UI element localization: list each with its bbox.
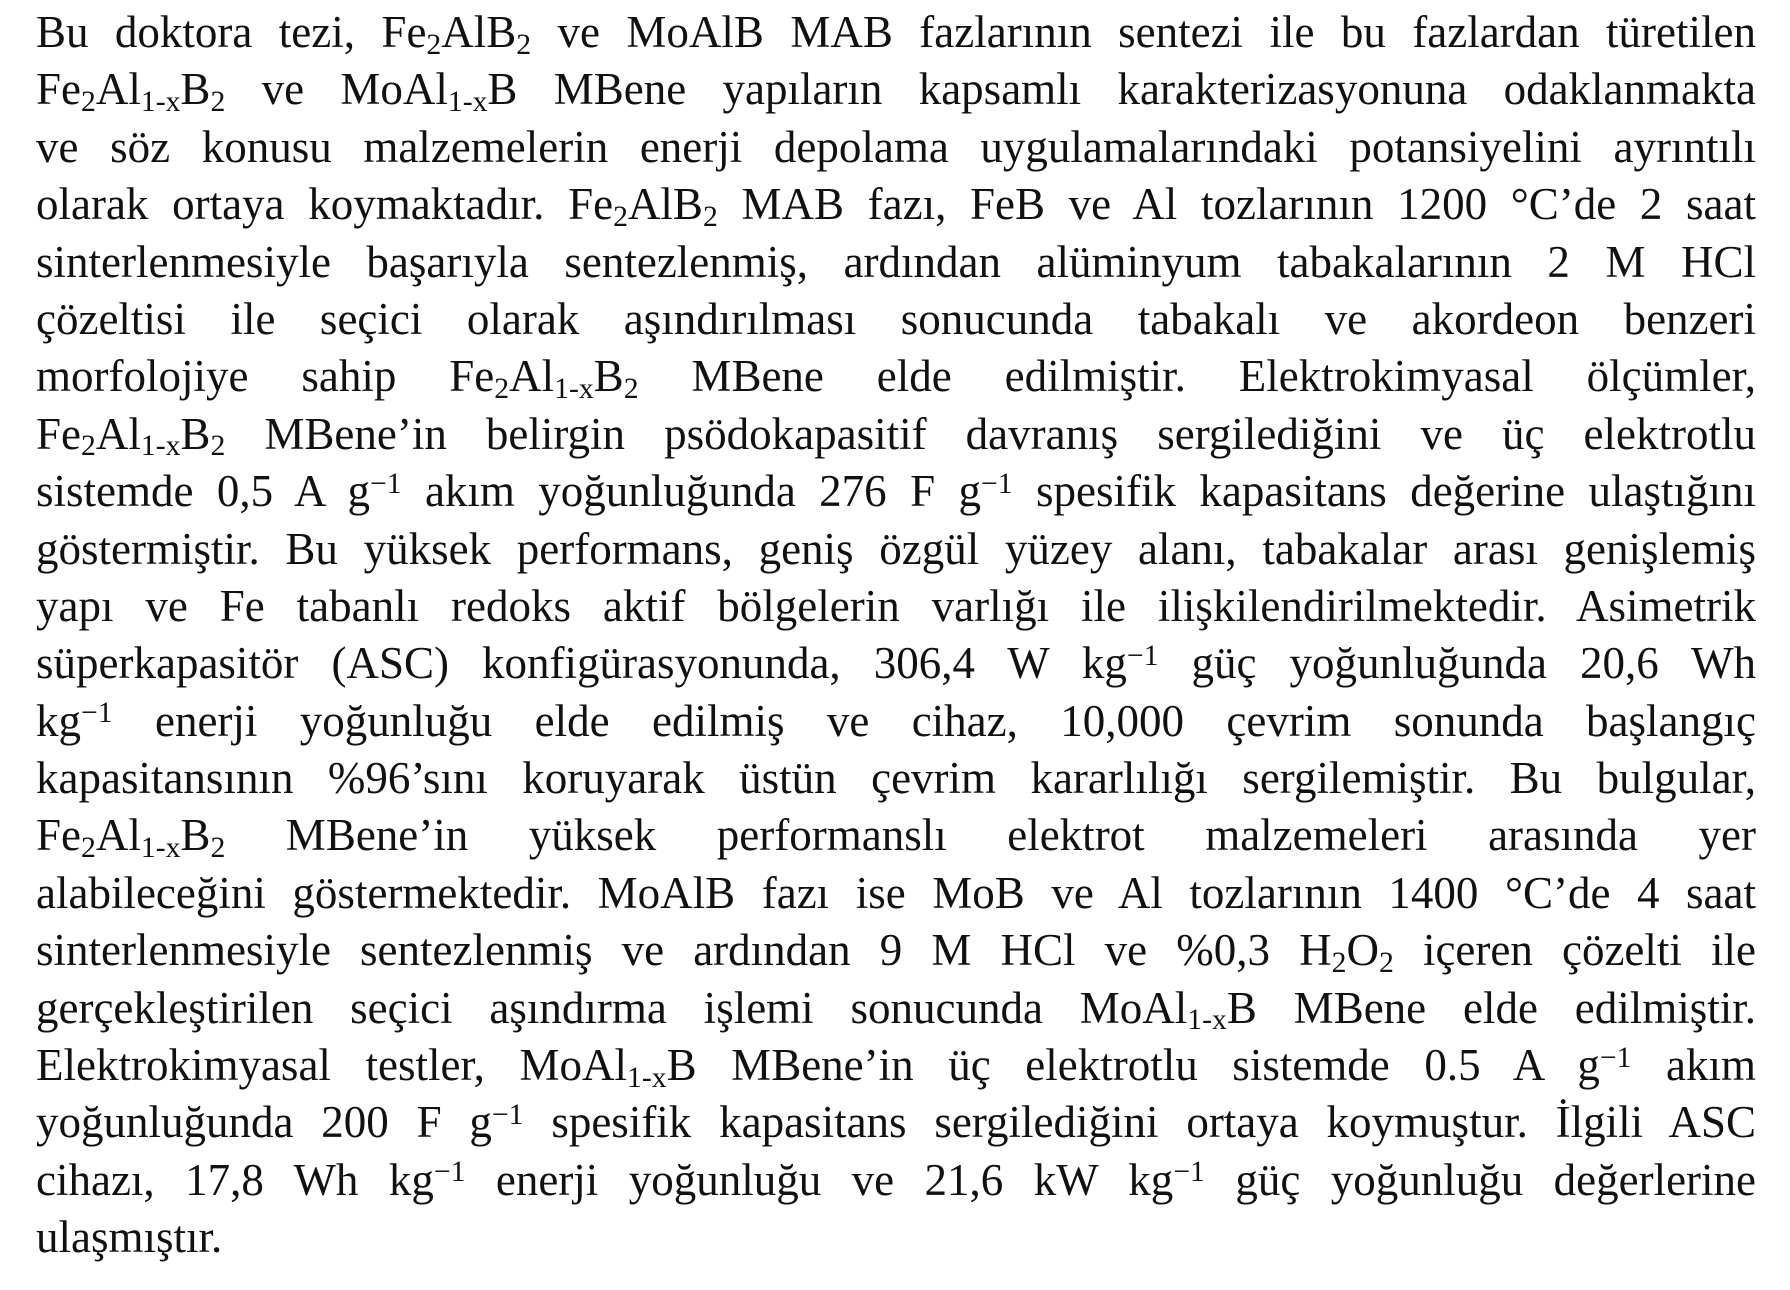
subscript: 2 <box>81 832 96 864</box>
text-segment: ve MoAlB MAB fazlarının sentezi ile bu fazlardan türetilen <box>531 7 1756 57</box>
text-line <box>36 1209 1756 1266</box>
text-line <box>36 578 1756 635</box>
text-segment: çözeltisi ile seçici olarak aşındırılması sonucunda tabakalı ve akordeon benzeri <box>36 293 1756 344</box>
text-line <box>36 4 1756 61</box>
text-segment: Al <box>95 64 141 115</box>
text-segment: gerçekleştirilen seçici aşındırma işlemi sonucunda MoAl <box>36 982 1188 1033</box>
text-segment: güç yoğunluğu değerlerine <box>1204 1154 1756 1205</box>
subscript: 1-x <box>140 430 181 463</box>
text-segment: alabileceğini göstermektedir. MoAlB fazı ise MoB ve Al tozlarının 1400 °C’de 4 saat <box>36 867 1756 918</box>
text-segment: spesifik kapasitans değerine ulaştığını <box>1012 466 1756 517</box>
text-segment: B <box>593 351 624 402</box>
superscript: −1 <box>981 467 1013 500</box>
text-segment: ve söz konusu malzemelerin enerji depolama uygulamalarındaki potansiyelini ayrıntılı <box>36 121 1756 172</box>
text-segment: MBene’in belirgin psödokapasitif davranış sergilediğini ve üç elektrotlu <box>225 408 1756 459</box>
text-line <box>36 1152 1756 1209</box>
text-segment: Fe <box>36 408 81 459</box>
text-segment: MBene’in yüksek performanslı elektrot malzemeleri arasında yer <box>225 810 1756 861</box>
text-segment: sinterlenmesiyle sentezlenmiş ve ardından 9 M HCl ve %0,3 H <box>36 925 1332 976</box>
subscript: 1-x <box>140 85 181 118</box>
text-line <box>36 635 1756 692</box>
text-segment: MBene elde edilmiştir. Elektrokimyasal ölçümler, <box>638 351 1756 402</box>
text-segment: Al <box>95 810 141 861</box>
superscript: −1 <box>1173 1156 1205 1189</box>
text-line <box>36 693 1756 750</box>
text-segment: Al <box>95 408 141 459</box>
text-segment: AlB <box>627 179 703 230</box>
text-line <box>36 980 1756 1037</box>
text-segment: sistemde 0,5 A g <box>36 466 370 517</box>
text-segment: O <box>1346 925 1379 976</box>
text-segment: akım yoğunluğunda 276 F g <box>401 466 981 517</box>
subscript: 2 <box>702 200 718 233</box>
subscript: 2 <box>494 372 510 405</box>
superscript: −1 <box>369 467 402 500</box>
subscript: 2 <box>81 430 96 463</box>
subscript: 1-x <box>627 1061 667 1094</box>
text-segment: B <box>180 408 211 459</box>
text-segment: Bu doktora tezi, Fe <box>36 7 427 57</box>
abstract-paragraph <box>36 4 1756 1284</box>
subscript: 2 <box>210 85 226 118</box>
text-segment: ve MoAl <box>225 64 448 115</box>
subscript: 2 <box>1331 946 1347 979</box>
text-line <box>36 119 1756 176</box>
subscript: 2 <box>1378 946 1394 979</box>
text-segment: yapı ve Fe tabanlı redoks aktif bölgelerin varlığı ile ilişkilendirilmektedir. Asimetrik <box>36 580 1756 631</box>
text-line <box>36 521 1756 578</box>
text-line <box>36 1094 1756 1151</box>
text-segment: göstermiştir. Bu yüksek performans, geniş özgül yüzey alanı, tabakalar arası genişlemiş <box>36 523 1756 574</box>
text-line <box>36 406 1756 463</box>
subscript: 2 <box>516 28 532 61</box>
text-segment: B <box>180 64 211 115</box>
text-line <box>36 348 1756 405</box>
text-segment: akım <box>1631 1040 1756 1091</box>
subscript: 2 <box>81 85 96 118</box>
text-segment: enerji yoğunluğu elde edilmiş ve cihaz, 10,000 çevrim sonunda başlangıç <box>112 695 1756 746</box>
subscript: 1-x <box>140 832 181 864</box>
text-line <box>36 750 1756 807</box>
text-segment: Fe <box>36 810 81 861</box>
subscript: 1-x <box>554 372 594 405</box>
text-segment: spesifik kapasitans sergilediğini ortaya koymuştur. İlgili ASC <box>523 1097 1756 1148</box>
text-line <box>36 234 1756 291</box>
subscript: 2 <box>210 832 226 864</box>
subscript: 1-x <box>447 85 488 118</box>
text-segment: B MBene elde edilmiştir. <box>1226 982 1756 1033</box>
text-segment: cihazı, 17,8 Wh kg <box>36 1154 434 1205</box>
superscript: −1 <box>491 1099 524 1132</box>
text-segment: AlB <box>441 7 517 57</box>
text-segment: B MBene yapıların kapsamlı karakterizasyonuna odaklanmakta <box>487 64 1756 115</box>
subscript: 2 <box>426 28 442 61</box>
text-segment: kapasitansının %96’sını koruyarak üstün çevrim kararlılığı sergilemiştir. Bu bulgular, <box>36 753 1756 804</box>
text-line <box>36 922 1756 979</box>
subscript: 2 <box>623 372 639 405</box>
superscript: −1 <box>433 1156 466 1189</box>
text-segment: güç yoğunluğunda 20,6 Wh <box>1158 638 1756 689</box>
text-segment: Al <box>509 351 555 402</box>
text-segment: süperkapasitör (ASC) konfigürasyonunda, 306,4 W kg <box>36 638 1127 689</box>
text-segment: Elektrokimyasal testler, MoAl <box>36 1040 627 1091</box>
text-segment: enerji yoğunluğu ve 21,6 kW kg <box>465 1154 1174 1205</box>
text-line <box>36 1037 1756 1094</box>
text-segment: kg <box>36 695 81 746</box>
subscript: 2 <box>613 200 628 233</box>
text-segment: içeren çözelti ile <box>1393 925 1756 976</box>
text-line <box>36 807 1756 864</box>
text-segment: Fe <box>36 64 81 115</box>
text-segment: sinterlenmesiyle başarıyla sentezlenmiş, ardından alüminyum tabakalarının 2 M HCl <box>36 236 1756 287</box>
text-line <box>36 176 1756 233</box>
superscript: −1 <box>1126 639 1159 672</box>
subscript: 2 <box>210 430 226 463</box>
text-line <box>36 61 1756 118</box>
superscript: −1 <box>1599 1041 1632 1074</box>
subscript: 1-x <box>1187 1004 1227 1037</box>
text-segment: MAB fazı, FeB ve Al tozlarının 1200 °C’de 2 saat <box>717 179 1756 230</box>
superscript: −1 <box>81 697 113 730</box>
text-line <box>36 865 1756 922</box>
text-segment: B <box>180 810 211 861</box>
text-segment: yoğunluğunda 200 F g <box>36 1097 492 1148</box>
text-segment: ulaşmıştır. <box>36 1212 223 1263</box>
text-segment: B MBene’in üç elektrotlu sistemde 0.5 A g <box>666 1040 1600 1091</box>
text-line <box>36 463 1756 520</box>
text-line <box>36 291 1756 348</box>
text-segment: morfolojiye sahip Fe <box>36 351 495 402</box>
text-segment: olarak ortaya koymaktadır. Fe <box>36 179 614 230</box>
